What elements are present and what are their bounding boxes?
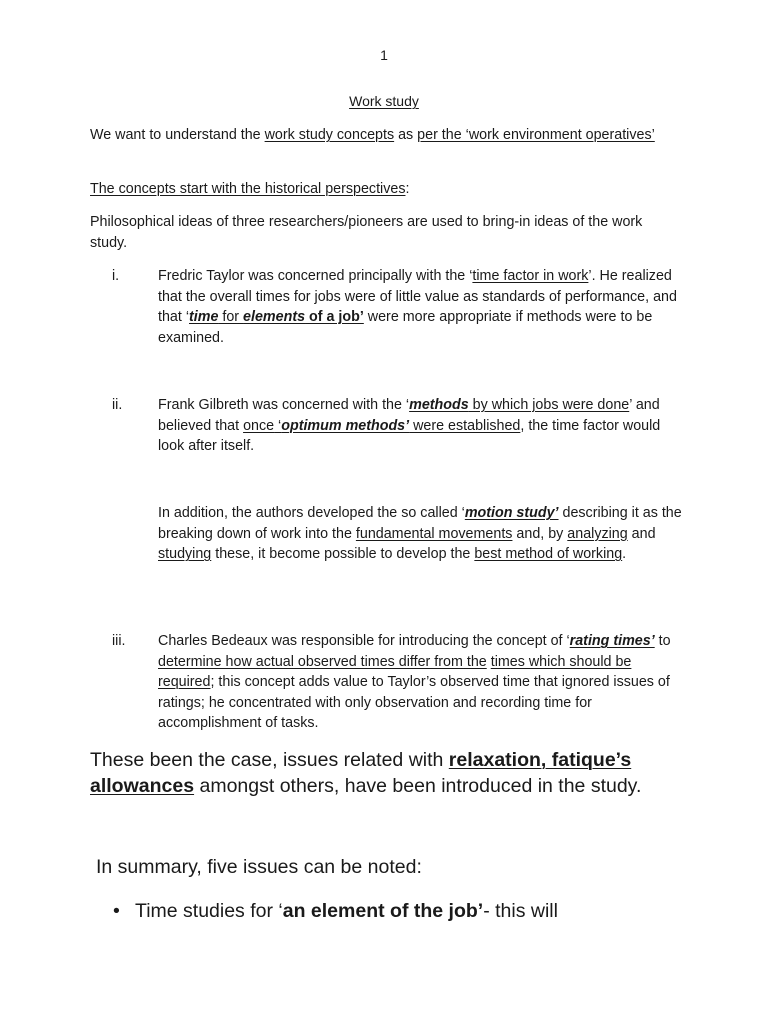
text-run: , the time factor would look after itself.	[158, 417, 661, 454]
emphasis-phrase: optimum methods’	[281, 417, 410, 434]
bold-phrase: of a job’	[305, 309, 364, 325]
case-paragraph	[90, 747, 690, 799]
underlined-phrase: times which should be required	[158, 653, 632, 690]
document-title	[0, 93, 768, 109]
text-run: ’. He realized that the overall times for jobs were of little value as standards of performance, and that ‘	[158, 268, 677, 325]
bullet-text	[135, 898, 558, 924]
text-run: describing it as the breaking down of work into the	[158, 505, 682, 542]
summary-paragraph: In summary, five issues can be noted:	[96, 856, 422, 878]
text-run: Frank Gilbreth was concerned with the ‘	[158, 397, 410, 413]
list-item-text	[158, 266, 686, 348]
text-run: were more appropriate if methods were to be examined.	[158, 309, 653, 346]
text-run: and	[627, 525, 656, 542]
text-run: and, by	[512, 525, 568, 542]
page-number: 1	[380, 47, 388, 63]
list-item-text	[158, 395, 686, 457]
list-item-text	[158, 503, 686, 565]
emphasis-phrase: motion study’	[464, 505, 559, 521]
text-run: We want to understand the	[90, 127, 265, 143]
emphasis-phrase: rating times’	[569, 633, 655, 649]
underlined-phrase: per the ‘work environment operatives’	[417, 127, 655, 143]
text-run: These been the case, issues related with	[90, 749, 449, 771]
bullet-icon: •	[113, 900, 120, 922]
emphasis-phrase: methods	[409, 397, 469, 413]
emphasis-phrase: elements	[243, 309, 306, 325]
text-run: ’ and believed that	[158, 397, 660, 434]
text-run: ; this concept adds value to Taylor’s observed time that ignored issues of ratings; he concentrated with only observation and recording time for accomplishment of tasks.	[158, 674, 670, 731]
underlined-phrase: by which jobs were done	[468, 397, 630, 413]
philosophical-paragraph: Philosophical ideas of three researchers/pioneers are used to bring-in ideas of the work study.	[90, 214, 643, 251]
text-run: amongst others, have been introduced in the study.	[194, 775, 642, 797]
text-run: .	[622, 546, 627, 562]
emphasis-phrase: time	[189, 309, 219, 325]
historical-paragraph	[90, 179, 680, 200]
intro-paragraph	[90, 125, 680, 146]
underlined-phrase: were established	[409, 417, 521, 434]
text-run: Fredric Taylor was concerned principally with the ‘	[158, 268, 473, 284]
text-run: In addition, the authors developed the so called ‘	[158, 505, 465, 521]
underlined-phrase: The concepts start with the historical perspectives	[90, 181, 406, 197]
title-text: Work study	[349, 93, 419, 109]
text-run: ‘	[274, 417, 282, 434]
underlined-phrase: time factor in work	[472, 268, 589, 284]
underlined-phrase: studying	[158, 546, 212, 562]
underlined-phrase: once	[243, 417, 275, 434]
text-run: Charles Bedeaux was responsible for introducing the concept of ‘	[158, 633, 570, 649]
list-item-text	[158, 631, 686, 734]
text-run: as	[394, 127, 418, 143]
underlined-phrase: work study concepts	[264, 127, 395, 143]
list-number: ii.	[112, 397, 123, 413]
text-run: Time studies for ‘	[135, 900, 283, 922]
list-number: i.	[112, 268, 120, 284]
underlined-phrase: for	[218, 309, 244, 325]
list-number: iii.	[112, 633, 126, 649]
text-run: - this will	[483, 900, 558, 922]
underlined-phrase: best method of working	[474, 546, 623, 562]
text-run: these, it become possible to develop the	[211, 546, 475, 562]
bold-phrase: an element of the job’	[282, 900, 484, 922]
underlined-phrase: analyzing	[567, 525, 628, 542]
bold-phrase: relaxation, fatique’s allowances	[90, 749, 632, 797]
underlined-phrase: fundamental movements	[355, 525, 513, 542]
text-run: :	[405, 181, 410, 197]
underlined-phrase: determine how actual observed times differ from the	[158, 653, 487, 670]
text-run: to	[654, 633, 671, 649]
